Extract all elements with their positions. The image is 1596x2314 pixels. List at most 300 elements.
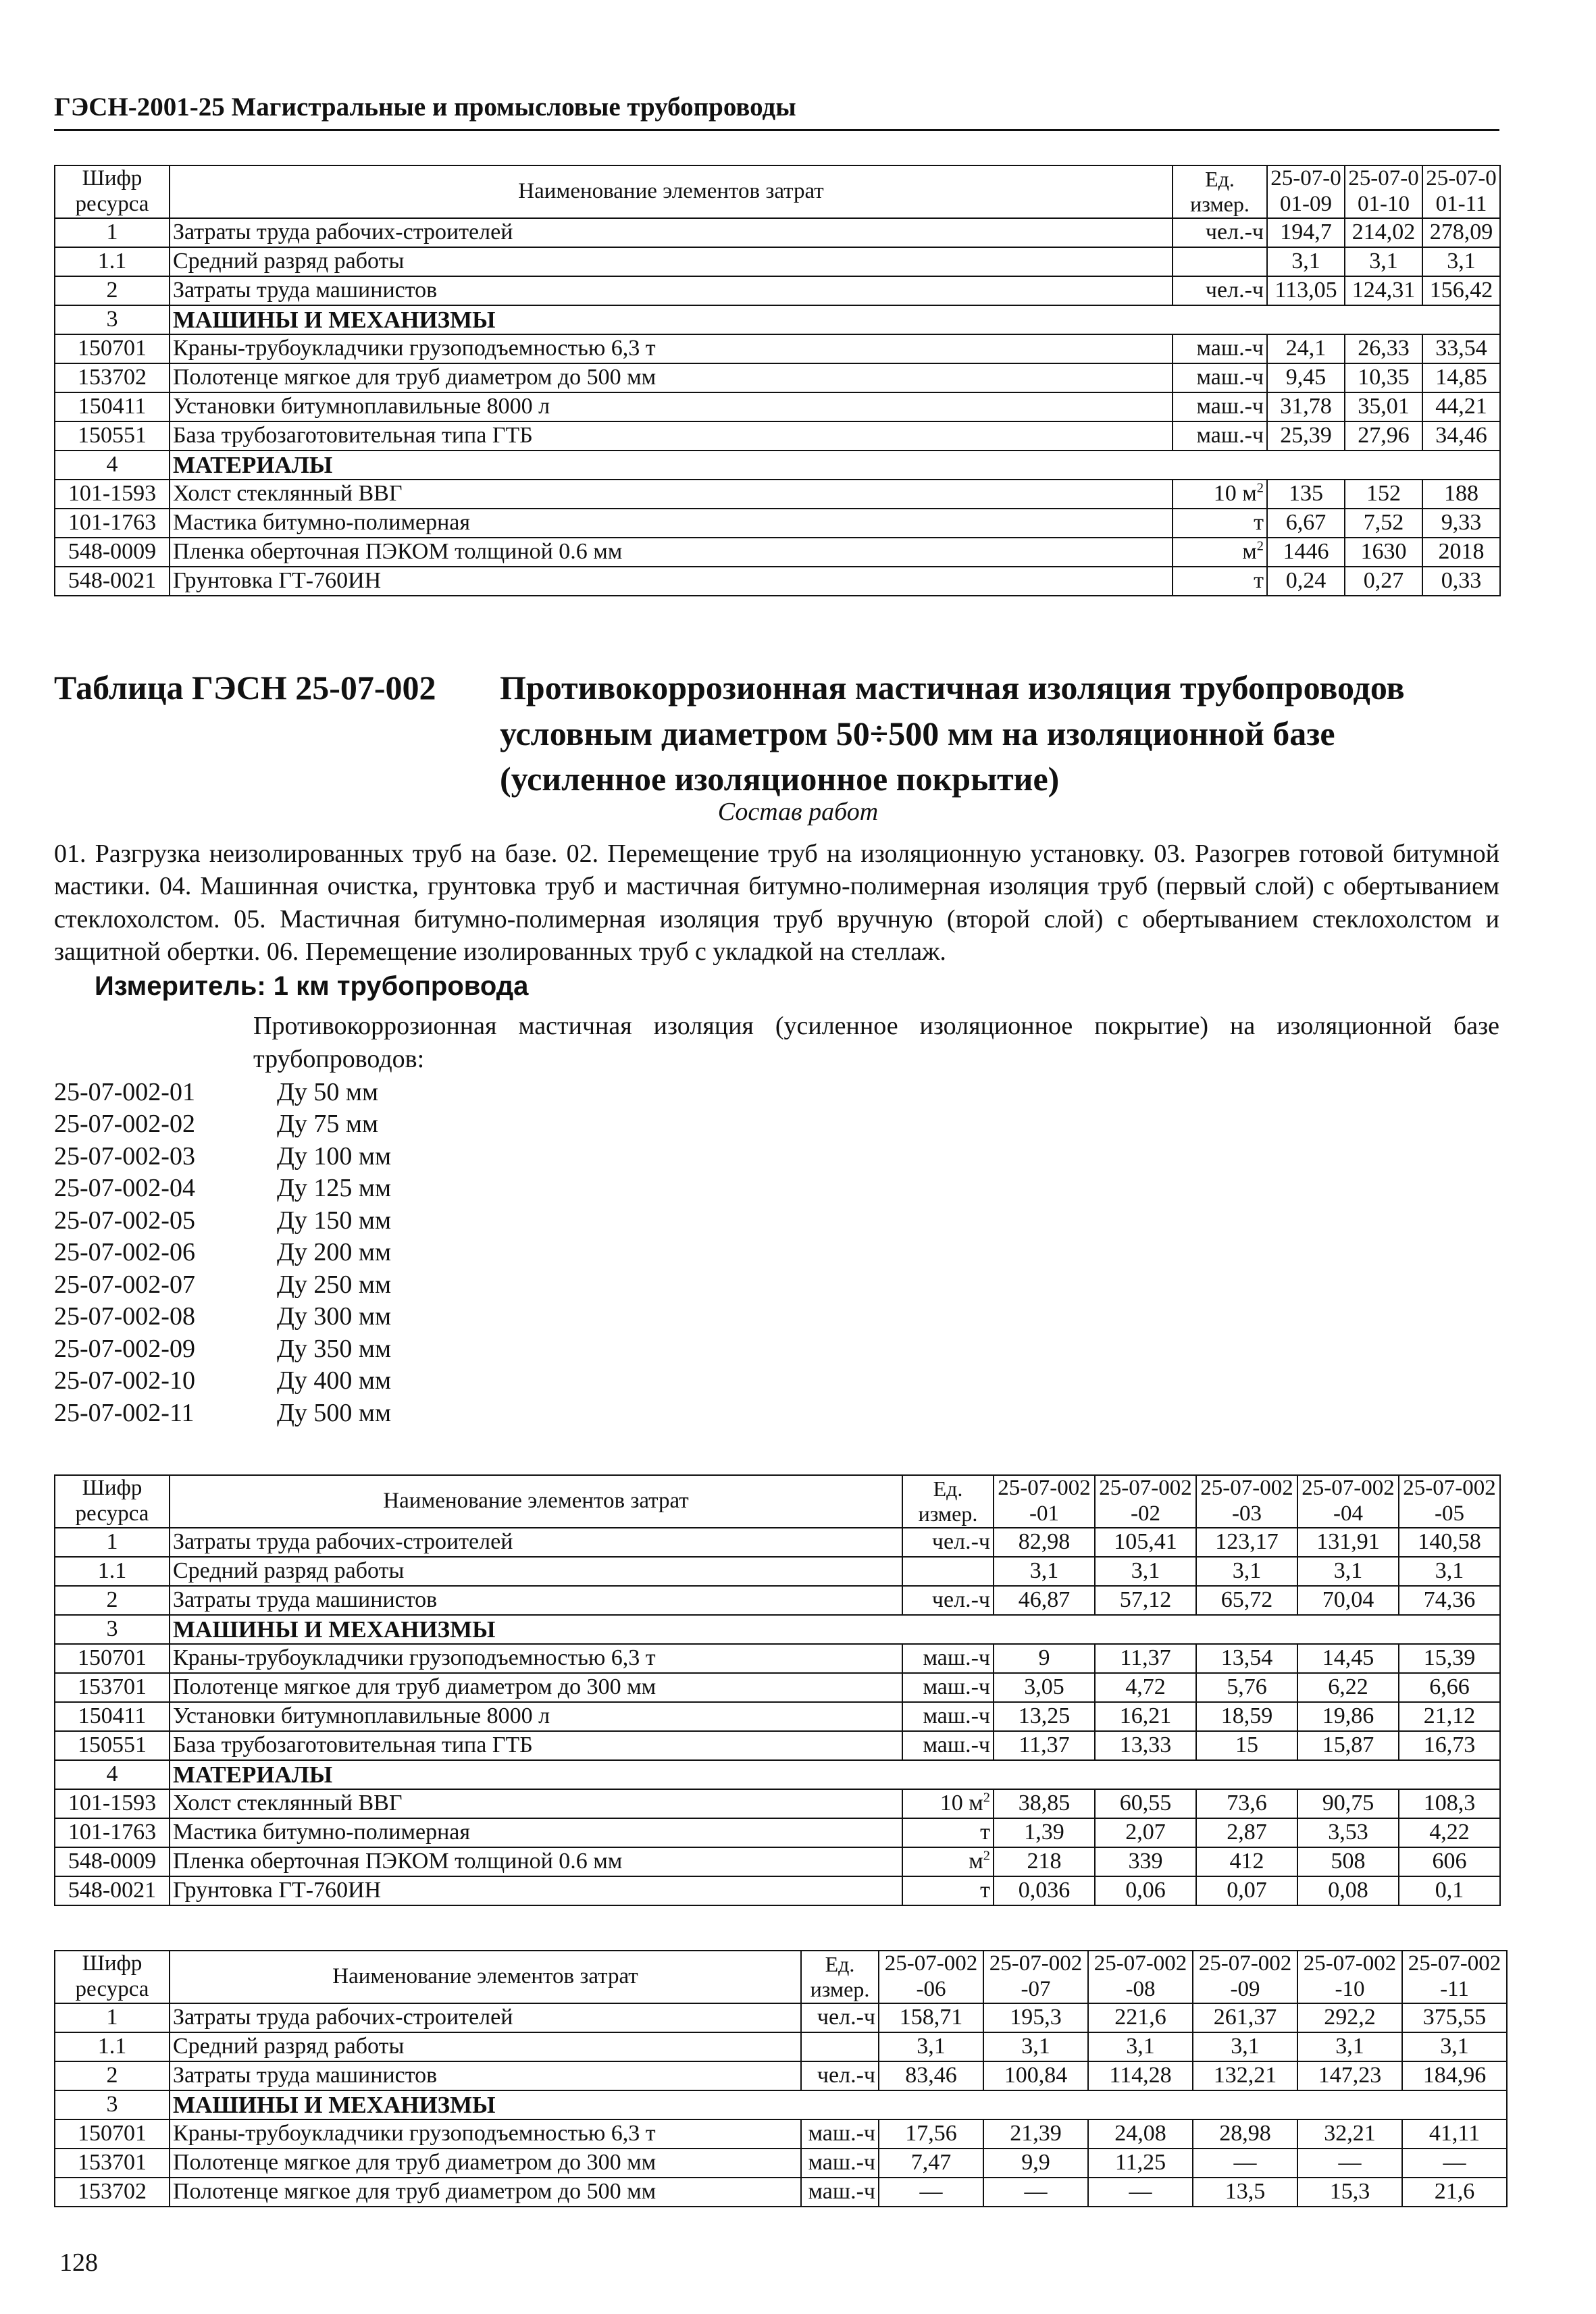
resource-code: 150701 [55, 334, 170, 363]
value-cell: 2018 [1422, 538, 1500, 567]
value-cell: 16,21 [1095, 1702, 1196, 1731]
unit-cell [902, 1644, 994, 1673]
value-cell: 3,1 [983, 2032, 1088, 2061]
value-cell: 292,2 [1297, 2003, 1402, 2032]
section-row [55, 305, 1500, 334]
unit-cell [902, 1789, 994, 1818]
resource-code: 153701 [55, 1673, 170, 1702]
variant-item [54, 1301, 391, 1333]
cost-element-name: Затраты труда рабочих-строителей [170, 1528, 902, 1557]
value-cell: 375,55 [1402, 2003, 1507, 2032]
value-cell: 3,1 [1402, 2032, 1507, 2061]
value-cell: 124,31 [1345, 276, 1422, 305]
header-unit: Ед. измер. [902, 1475, 994, 1528]
unit-text: 10 м [1213, 481, 1257, 507]
header-column-code: 25-07-002-04 [1297, 1475, 1399, 1528]
table-row [55, 1731, 1500, 1760]
header-column-code: 25-07-002-08 [1088, 1951, 1193, 2003]
value-cell: 73,6 [1196, 1789, 1297, 1818]
value-cell: — [1193, 2149, 1297, 2178]
resource-code: 150411 [55, 392, 170, 421]
value-cell: 44,21 [1422, 392, 1500, 421]
value-cell: 65,72 [1196, 1586, 1297, 1615]
unit-text: маш.-ч [923, 1703, 990, 1729]
value-cell: 0,1 [1399, 1876, 1500, 1905]
resource-code: 2 [55, 276, 170, 305]
resource-code: 1 [55, 1528, 170, 1557]
value-cell: 19,86 [1297, 1702, 1399, 1731]
value-cell: 3,05 [994, 1673, 1095, 1702]
value-cell: 57,12 [1095, 1586, 1196, 1615]
value-cell: — [879, 2178, 983, 2207]
cost-element-name: Затраты труда рабочих-строителей [170, 218, 1173, 247]
value-cell: 13,5 [1193, 2178, 1297, 2207]
value-cell: 5,76 [1196, 1673, 1297, 1702]
value-cell: 9,33 [1422, 509, 1500, 538]
resource-code: 101-1763 [55, 1818, 170, 1847]
cost-element-name: Пленка оберточная ПЭКОМ толщиной 0.6 мм [170, 1847, 902, 1876]
unit-text: маш.-ч [1196, 423, 1264, 448]
unit-cell [902, 1586, 994, 1615]
table-row [55, 276, 1500, 305]
resource-code: 548-0009 [55, 1847, 170, 1876]
value-cell: 339 [1095, 1847, 1196, 1876]
cost-element-name: Холст стеклянный ВВГ [170, 480, 1173, 509]
section-title: МАТЕРИАЛЫ [170, 451, 1500, 480]
variant-item [54, 1397, 391, 1429]
value-cell: 13,25 [994, 1702, 1095, 1731]
value-cell: 131,91 [1297, 1528, 1399, 1557]
unit-text: чел.-ч [1205, 220, 1264, 245]
value-cell: 113,05 [1267, 276, 1345, 305]
value-cell: 3,1 [994, 1557, 1095, 1586]
measure-unit: Измеритель: 1 км трубопровода [95, 971, 529, 1001]
unit-text: маш.-ч [808, 2121, 875, 2146]
cost-element-name: Средний разряд работы [170, 2032, 801, 2061]
cost-element-name: Полотенце мягкое для труб диаметром до 500 мм [170, 2178, 801, 2207]
unit-text: чел.-ч [817, 2005, 875, 2030]
table-row [55, 1528, 1500, 1557]
table-row [55, 567, 1500, 596]
value-cell: 6,67 [1267, 509, 1345, 538]
value-cell: 60,55 [1095, 1789, 1196, 1818]
value-cell: 28,98 [1193, 2119, 1297, 2149]
resource-code: 150411 [55, 1702, 170, 1731]
value-cell: 123,17 [1196, 1528, 1297, 1557]
resource-table-002-part1 [54, 1474, 1501, 1906]
unit-text: чел.-ч [931, 1529, 990, 1555]
table-row [55, 392, 1500, 421]
section-title: МАШИНЫ И МЕХАНИЗМЫ [170, 305, 1500, 334]
table-row [55, 1586, 1500, 1615]
variant-list [54, 1076, 391, 1429]
unit-text: маш.-ч [1196, 394, 1264, 419]
header-column-code: 25-07-001-10 [1345, 165, 1422, 218]
value-cell: 14,45 [1297, 1644, 1399, 1673]
resource-code: 3 [55, 2090, 170, 2119]
resource-code: 101-1593 [55, 1789, 170, 1818]
value-cell: 34,46 [1422, 421, 1500, 451]
header-column-code: 25-07-002-06 [879, 1951, 983, 2003]
value-cell: 100,84 [983, 2061, 1088, 2090]
variant-description: Противокоррозионная мастичная изоляция (усиленное изоляционное покрытие) на изоляционной базе трубопроводов: [253, 1012, 1499, 1073]
value-cell: 135 [1267, 480, 1345, 509]
resource-code: 548-0009 [55, 538, 170, 567]
value-cell: 11,37 [1095, 1644, 1196, 1673]
value-cell: 6,22 [1297, 1673, 1399, 1702]
value-cell: 508 [1297, 1847, 1399, 1876]
value-cell: 3,1 [1297, 1557, 1399, 1586]
value-cell: 7,52 [1345, 509, 1422, 538]
value-cell: 70,04 [1297, 1586, 1399, 1615]
value-cell: — [1297, 2149, 1402, 2178]
table-row [55, 334, 1500, 363]
table-row [55, 1702, 1500, 1731]
cost-element-name: Полотенце мягкое для труб диаметром до 300 мм [170, 2149, 801, 2178]
value-cell: 195,3 [983, 2003, 1088, 2032]
value-cell: 147,23 [1297, 2061, 1402, 2090]
value-cell: 18,59 [1196, 1702, 1297, 1731]
table-row [55, 363, 1500, 392]
unit-text: т [980, 1820, 990, 1845]
unit-text: м [1242, 539, 1257, 565]
value-cell: 13,33 [1095, 1731, 1196, 1760]
value-cell: 184,96 [1402, 2061, 1507, 2090]
value-cell: 15,39 [1399, 1644, 1500, 1673]
header-name: Наименование элементов затрат [170, 165, 1173, 218]
variant-item [54, 1365, 391, 1397]
cost-element-name: Затраты труда рабочих-строителей [170, 2003, 801, 2032]
unit-cell [1173, 363, 1267, 392]
value-cell: 3,1 [1399, 1557, 1500, 1586]
value-cell: 3,1 [1345, 247, 1422, 276]
resource-code: 2 [55, 2061, 170, 2090]
unit-text: маш.-ч [808, 2179, 875, 2205]
unit-cell [801, 2119, 879, 2149]
resource-code: 1 [55, 2003, 170, 2032]
value-cell: 74,36 [1399, 1586, 1500, 1615]
variant-label: Ду 250 мм [277, 1270, 392, 1299]
unit-cell [1173, 218, 1267, 247]
value-cell: 21,6 [1402, 2178, 1507, 2207]
header-column-code: 25-07-002-07 [983, 1951, 1088, 2003]
value-cell: 218 [994, 1847, 1095, 1876]
value-cell: — [1088, 2178, 1193, 2207]
value-cell: 158,71 [879, 2003, 983, 2032]
variant-item [54, 1237, 391, 1269]
resource-code: 150551 [55, 421, 170, 451]
section-title: МАТЕРИАЛЫ [170, 1760, 1500, 1789]
value-cell: 0,33 [1422, 567, 1500, 596]
unit-exponent: 2 [1256, 481, 1264, 496]
value-cell: 17,56 [879, 2119, 983, 2149]
value-cell: 0,06 [1095, 1876, 1196, 1905]
variant-code: 25-07-002-02 [54, 1110, 195, 1139]
cost-element-name: Установки битумноплавильные 8000 л [170, 1702, 902, 1731]
value-cell: 9,9 [983, 2149, 1088, 2178]
cost-element-name: Средний разряд работы [170, 1557, 902, 1586]
unit-text: чел.-ч [931, 1587, 990, 1613]
value-cell: 15,87 [1297, 1731, 1399, 1760]
resource-code: 1.1 [55, 1557, 170, 1586]
value-cell: 41,11 [1402, 2119, 1507, 2149]
resource-code: 1 [55, 218, 170, 247]
variant-code: 25-07-002-09 [54, 1334, 195, 1363]
unit-cell [1173, 538, 1267, 567]
value-cell: 1446 [1267, 538, 1345, 567]
section-title: МАШИНЫ И МЕХАНИЗМЫ [170, 1615, 1500, 1644]
variant-item [54, 1076, 391, 1108]
unit-cell [1173, 567, 1267, 596]
value-cell: 15 [1196, 1731, 1297, 1760]
variant-label: Ду 400 мм [277, 1366, 392, 1395]
page-number: 128 [59, 2248, 98, 2277]
cost-element-name: Пленка оберточная ПЭКОМ толщиной 0.6 мм [170, 538, 1173, 567]
resource-code: 153702 [55, 363, 170, 392]
table-row [55, 480, 1500, 509]
table-row [55, 2032, 1507, 2061]
value-cell: 13,54 [1196, 1644, 1297, 1673]
unit-cell [1173, 509, 1267, 538]
unit-cell [801, 2061, 879, 2090]
header-name: Наименование элементов затрат [170, 1951, 801, 2003]
unit-text: маш.-ч [1196, 336, 1264, 361]
value-cell: 0,24 [1267, 567, 1345, 596]
unit-text: т [980, 1878, 990, 1903]
value-cell: 25,39 [1267, 421, 1345, 451]
table-title: Противокоррозионная мастичная изоляция трубопроводов условным диаметром 50÷500 мм на изоляционной базе (усиленное изоляционное покрытие) [500, 669, 1405, 798]
cost-element-name: Полотенце мягкое для труб диаметром до 300 мм [170, 1673, 902, 1702]
value-cell: — [983, 2178, 1088, 2207]
value-cell: 152 [1345, 480, 1422, 509]
table-row [55, 247, 1500, 276]
cost-element-name: Мастика битумно-полимерная [170, 509, 1173, 538]
value-cell: 0,27 [1345, 567, 1422, 596]
unit-cell [902, 1673, 994, 1702]
value-cell: 82,98 [994, 1528, 1095, 1557]
value-cell: 4,22 [1399, 1818, 1500, 1847]
unit-text: т [1254, 510, 1264, 536]
value-cell: 9 [994, 1644, 1095, 1673]
unit-cell [1173, 334, 1267, 363]
value-cell: 1,39 [994, 1818, 1095, 1847]
unit-cell [1173, 276, 1267, 305]
header-name: Наименование элементов затрат [170, 1475, 902, 1528]
cost-element-name: База трубозаготовительная типа ГТБ [170, 421, 1173, 451]
resource-code: 4 [55, 1760, 170, 1789]
resource-code: 2 [55, 1586, 170, 1615]
table-row [55, 1644, 1500, 1673]
resource-code: 150701 [55, 2119, 170, 2149]
header-column-code: 25-07-001-11 [1422, 165, 1500, 218]
unit-cell [902, 1557, 994, 1586]
section-title: МАШИНЫ И МЕХАНИЗМЫ [170, 2090, 1507, 2119]
header-column-code: 25-07-002-11 [1402, 1951, 1507, 2003]
resource-code: 3 [55, 1615, 170, 1644]
variant-label: Ду 125 мм [277, 1174, 392, 1203]
unit-text: чел.-ч [817, 2063, 875, 2088]
value-cell: 412 [1196, 1847, 1297, 1876]
variant-code: 25-07-002-10 [54, 1366, 195, 1395]
cost-element-name: База трубозаготовительная типа ГТБ [170, 1731, 902, 1760]
cost-element-name: Мастика битумно-полимерная [170, 1818, 902, 1847]
variant-code: 25-07-002-07 [54, 1270, 195, 1299]
unit-exponent: 2 [1256, 539, 1264, 555]
variant-code: 25-07-002-04 [54, 1174, 195, 1203]
composition-text: 01. Разгрузка неизолированных труб на базе. 02. Перемещение труб на изоляционную установку. 03. Разогрев готовой битумной мастики. 04. Машинная очистка, грунтовка труб и мастичная битумно-полимерная изоляция труб (первый слой) с обертыванием стеклохолстом. 05. Мастичная битумно-полимерная изоляция труб вручную (второй слой) с обертыванием стеклохолстом и защитной обертки. 06. Перемещение изолированных труб с укладкой на стеллаж. [54, 840, 1499, 966]
cost-element-name: Затраты труда машинистов [170, 276, 1173, 305]
cost-element-name: Холст стеклянный ВВГ [170, 1789, 902, 1818]
resource-code: 150701 [55, 1644, 170, 1673]
value-cell: 9,45 [1267, 363, 1345, 392]
resource-code: 153701 [55, 2149, 170, 2178]
variant-label: Ду 350 мм [277, 1334, 392, 1363]
header-column-code: 25-07-002-09 [1193, 1951, 1297, 2003]
value-cell: 2,87 [1196, 1818, 1297, 1847]
value-cell: 114,28 [1088, 2061, 1193, 2090]
cost-element-name: Краны-трубоукладчики грузоподъемностью 6,3 т [170, 1644, 902, 1673]
header-unit: Ед. измер. [1173, 165, 1267, 218]
table-row [55, 1673, 1500, 1702]
resource-table-001 [54, 165, 1501, 596]
unit-cell [1173, 421, 1267, 451]
value-cell: 3,1 [1297, 2032, 1402, 2061]
value-cell: 15,3 [1297, 2178, 1402, 2207]
value-cell: 90,75 [1297, 1789, 1399, 1818]
section-row [55, 451, 1500, 480]
value-cell: 7,47 [879, 2149, 983, 2178]
value-cell: 3,1 [879, 2032, 983, 2061]
value-cell: — [1402, 2149, 1507, 2178]
value-cell: 38,85 [994, 1789, 1095, 1818]
value-cell: 31,78 [1267, 392, 1345, 421]
unit-text: чел.-ч [1205, 278, 1264, 303]
cost-element-name: Грунтовка ГТ-760ИН [170, 567, 1173, 596]
value-cell: 10,35 [1345, 363, 1422, 392]
table-row [55, 2061, 1507, 2090]
variant-code: 25-07-002-01 [54, 1077, 195, 1106]
unit-cell [1173, 247, 1267, 276]
value-cell: 3,1 [1196, 1557, 1297, 1586]
variant-item [54, 1173, 391, 1205]
value-cell: 3,1 [1095, 1557, 1196, 1586]
variant-item [54, 1140, 391, 1173]
unit-cell [1173, 480, 1267, 509]
table-row [55, 421, 1500, 451]
unit-text: маш.-ч [923, 1674, 990, 1700]
variant-item [54, 1268, 391, 1301]
variant-label: Ду 150 мм [277, 1206, 392, 1235]
value-cell: 21,12 [1399, 1702, 1500, 1731]
unit-cell [902, 1528, 994, 1557]
resource-code: 3 [55, 305, 170, 334]
value-cell: 27,96 [1345, 421, 1422, 451]
value-cell: 3,1 [1422, 247, 1500, 276]
unit-cell [902, 1876, 994, 1905]
table-row [55, 1876, 1500, 1905]
value-cell: 278,09 [1422, 218, 1500, 247]
header-code: Шифр ресурса [55, 165, 170, 218]
table-row [55, 1557, 1500, 1586]
variant-label: Ду 100 мм [277, 1141, 392, 1171]
value-cell: 14,85 [1422, 363, 1500, 392]
value-cell: 188 [1422, 480, 1500, 509]
value-cell: 24,1 [1267, 334, 1345, 363]
section-row [55, 2090, 1507, 2119]
variant-code: 25-07-002-03 [54, 1141, 195, 1171]
unit-exponent: 2 [983, 1791, 990, 1806]
header-column-code: 25-07-002-05 [1399, 1475, 1500, 1528]
variant-code: 25-07-002-05 [54, 1206, 195, 1235]
page-header: ГЭСН-2001-25 Магистральные и промысловые трубопроводы [54, 93, 1499, 131]
header-column-code: 25-07-002-01 [994, 1475, 1095, 1528]
value-cell: 6,66 [1399, 1673, 1500, 1702]
header-code: Шифр ресурса [55, 1475, 170, 1528]
table-row [55, 2119, 1507, 2149]
value-cell: 4,72 [1095, 1673, 1196, 1702]
variant-code: 25-07-002-08 [54, 1302, 195, 1331]
value-cell: 24,08 [1088, 2119, 1193, 2149]
variant-item [54, 1108, 391, 1141]
unit-cell [801, 2032, 879, 2061]
unit-text: 10 м [939, 1791, 983, 1816]
unit-text: маш.-ч [923, 1645, 990, 1671]
table-row [55, 538, 1500, 567]
header-code: Шифр ресурса [55, 1951, 170, 2003]
variant-label: Ду 500 мм [277, 1398, 392, 1427]
table-row [55, 2003, 1507, 2032]
value-cell: 21,39 [983, 2119, 1088, 2149]
table-row [55, 1818, 1500, 1847]
value-cell: 26,33 [1345, 334, 1422, 363]
variant-label: Ду 75 мм [277, 1110, 379, 1139]
unit-text: маш.-ч [1196, 365, 1264, 390]
value-cell: 132,21 [1193, 2061, 1297, 2090]
unit-text: маш.-ч [923, 1732, 990, 1758]
cost-element-name: Краны-трубоукладчики грузоподъемностью 6,3 т [170, 334, 1173, 363]
value-cell: 2,07 [1095, 1818, 1196, 1847]
value-cell: 3,1 [1088, 2032, 1193, 2061]
value-cell: 83,46 [879, 2061, 983, 2090]
unit-cell [801, 2149, 879, 2178]
variant-label: Ду 200 мм [277, 1238, 392, 1267]
cost-element-name: Затраты труда машинистов [170, 1586, 902, 1615]
unit-text: т [1254, 568, 1264, 594]
value-cell: 11,25 [1088, 2149, 1193, 2178]
value-cell: 108,3 [1399, 1789, 1500, 1818]
value-cell: 33,54 [1422, 334, 1500, 363]
value-cell: 16,73 [1399, 1731, 1500, 1760]
value-cell: 0,036 [994, 1876, 1095, 1905]
cost-element-name: Краны-трубоукладчики грузоподъемностью 6,3 т [170, 2119, 801, 2149]
header-column-code: 25-07-002-03 [1196, 1475, 1297, 1528]
cost-element-name: Установки битумноплавильные 8000 л [170, 392, 1173, 421]
header-column-code: 25-07-002-02 [1095, 1475, 1196, 1528]
variant-code: 25-07-002-06 [54, 1238, 195, 1267]
unit-cell [801, 2178, 879, 2207]
unit-cell [902, 1702, 994, 1731]
resource-code: 101-1763 [55, 509, 170, 538]
resource-code: 1.1 [55, 247, 170, 276]
value-cell: 46,87 [994, 1586, 1095, 1615]
value-cell: 0,07 [1196, 1876, 1297, 1905]
unit-cell [801, 2003, 879, 2032]
value-cell: 11,37 [994, 1731, 1095, 1760]
unit-cell [902, 1847, 994, 1876]
value-cell: 606 [1399, 1847, 1500, 1876]
value-cell: 221,6 [1088, 2003, 1193, 2032]
table-row [55, 1789, 1500, 1818]
